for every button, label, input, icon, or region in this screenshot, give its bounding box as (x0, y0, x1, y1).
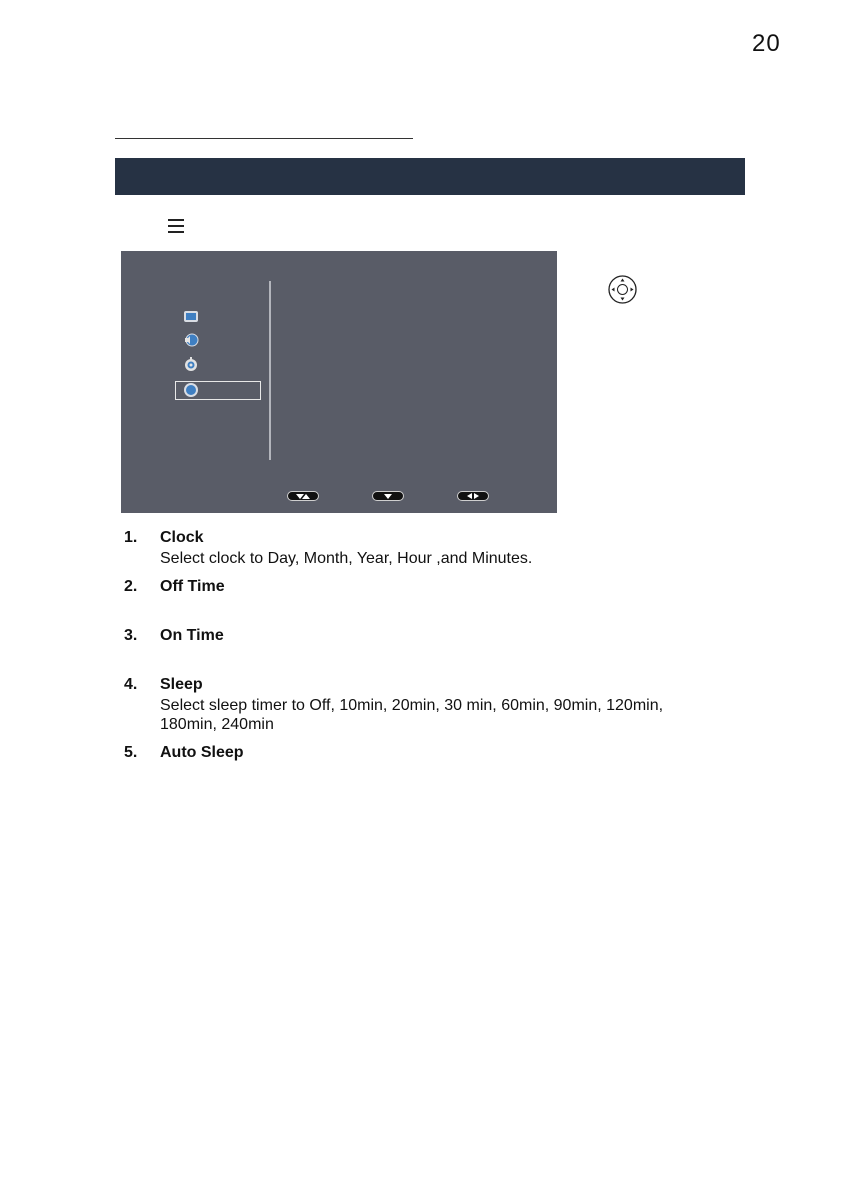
picture-icon (183, 309, 199, 325)
item-title: Sleep (160, 676, 203, 693)
item-number: 3. (124, 627, 138, 644)
timer-clock-icon (183, 382, 199, 398)
item-title: Off Time (160, 578, 225, 595)
sound-icon (183, 332, 199, 348)
tv-menu-divider (269, 281, 271, 460)
left-right-arrows-icon (458, 492, 488, 500)
settings-gear-icon (183, 356, 199, 372)
tv-nav-leftright-button (457, 491, 489, 501)
item-number: 5. (124, 744, 138, 761)
item-title: Auto Sleep (160, 744, 244, 761)
item-title: Clock (160, 529, 204, 546)
dpad-ok-icon (608, 275, 637, 304)
item-description: Select sleep timer to Off, 10min, 20min, 30 min, 60min, 90min, 120min, 180min, 240min (160, 697, 664, 733)
menu-icon (168, 219, 184, 233)
up-down-arrows-icon (288, 492, 318, 500)
item-title: On Time (160, 627, 224, 644)
tv-nav-updown-button (287, 491, 319, 501)
item-number: 4. (124, 676, 138, 693)
tv-menu-screenshot (121, 251, 557, 513)
header-rule (115, 138, 413, 139)
section-header-bar (115, 158, 745, 195)
item-number: 1. (124, 529, 138, 546)
tv-nav-enter-button (372, 491, 404, 501)
item-description: Select clock to Day, Month, Year, Hour ,and Minutes. (160, 550, 533, 567)
page-number: 20 (752, 30, 781, 57)
item-number: 2. (124, 578, 138, 595)
enter-arrow-icon (373, 492, 403, 500)
